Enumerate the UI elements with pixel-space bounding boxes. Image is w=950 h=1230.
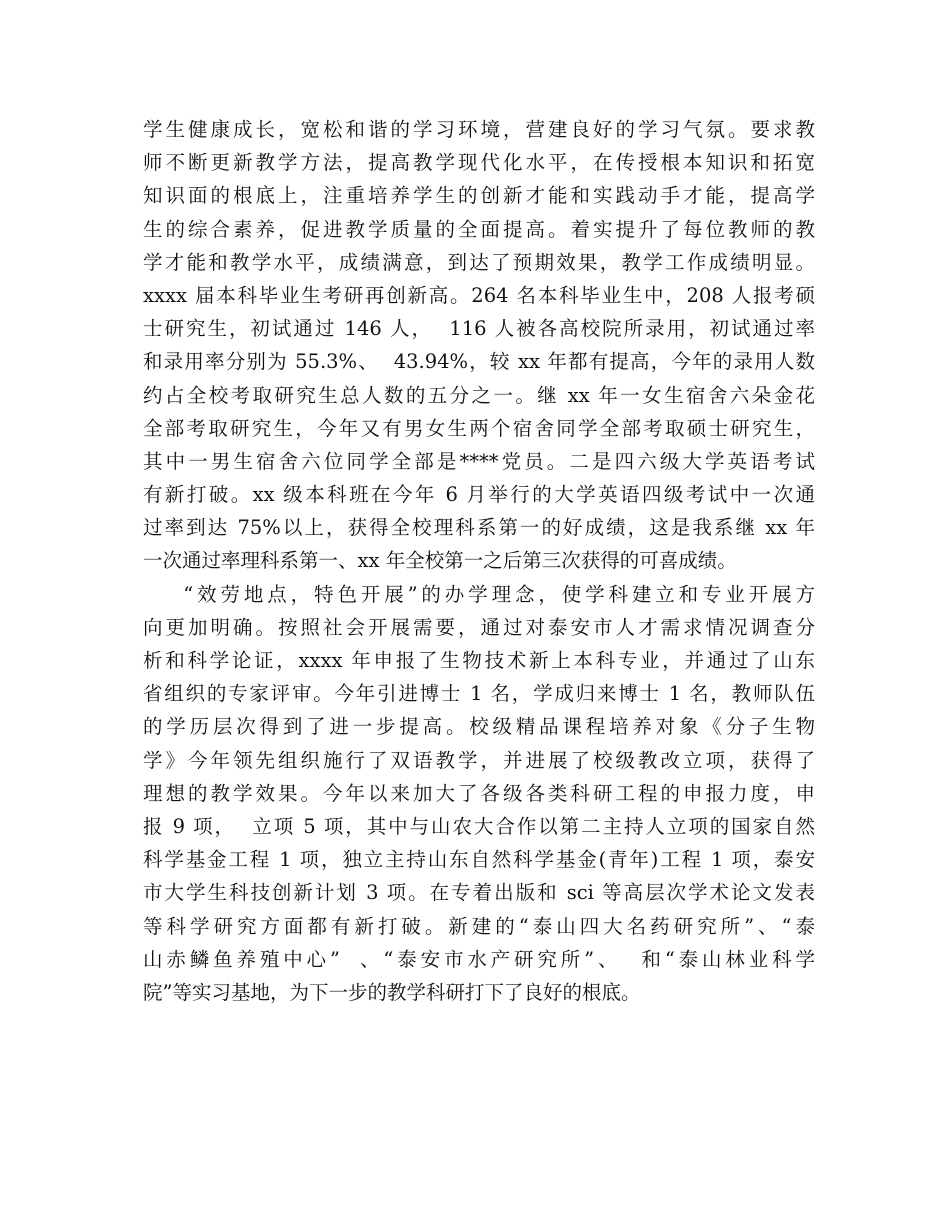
- text-line: 理想的教学效果。今年以来加大了各级各类科研工程的申报力度，申: [143, 781, 815, 805]
- text-line: 市大学生科技创新计划 3 项。在专着出版和 sci 等高层次学术论文发表: [143, 881, 815, 905]
- text-line: 学才能和教学水平，成绩满意，到达了预期效果，教学工作成绩明显。: [143, 250, 815, 274]
- text-line: 士研究生，初试通过 146 人， 116 人被各高校院所录用，初试通过率: [143, 317, 815, 341]
- text-line: 析和科学论证，xxxx 年申报了生物技术新上本科专业，并通过了山东: [143, 649, 815, 672]
- text-line: 生的综合素养，促进教学质量的全面提高。着实提升了每位教师的教: [143, 217, 815, 241]
- text-line: 其中一男生宿舍六位同学全部是****党员。二是四六级大学英语考试: [143, 449, 815, 473]
- text-line: 过率到达 75%以上，获得全校理科系第一的好成绩，这是我系继 xx 年: [143, 516, 815, 540]
- body-text: [143, 113, 815, 1009]
- text-line: 学生健康成长，宽松和谐的学习环境，营建良好的学习气氛。要求教: [143, 118, 815, 141]
- text-line: xxxx 届本科毕业生考研再创新高。264 名本科毕业生中，208 人报考硕: [143, 283, 815, 307]
- text-line: 师不断更新教学方法，提高教学现代化水平，在传授根本知识和拓宽: [143, 151, 815, 175]
- text-line: 约占全校考取研究生总人数的五分之一。继 xx 年一女生宿舍六朵金花: [143, 383, 815, 407]
- text-line: 等科学研究方面都有新打破。新建的“泰山四大名药研究所”、“泰: [143, 914, 815, 938]
- text-line: 省组织的专家评审。今年引进博士 1 名，学成归来博士 1 名，教师队伍: [143, 682, 815, 706]
- text-line: 学》今年领先组织施行了双语教学，并进展了校级教改立项，获得了: [143, 748, 815, 772]
- text-line: 向更加明确。按照社会开展需要，通过对泰安市人才需求情况调查分: [143, 615, 815, 639]
- text-line: 科学基金工程 1 项，独立主持山东自然科学基金(青年)工程 1 项，泰安: [143, 848, 815, 872]
- text-line: “效劳地点，特色开展”的办学理念，使学科建立和专业开展方: [143, 582, 815, 606]
- text-line: 院”等实习基地，为下一步的教学科研打下了良好的根底。: [143, 980, 641, 1004]
- text-line: 和录用率分别为 55.3%、 43.94%，较 xx 年都有提高，今年的录用人数: [143, 350, 815, 374]
- text-line: 有新打破。xx 级本科班在今年 6 月举行的大学英语四级考试中一次通: [143, 483, 815, 507]
- text-line: 山赤鳞鱼养殖中心” 、“泰安市水产研究所”、 和“泰山林业科学: [143, 947, 815, 971]
- text-line: 知识面的根底上，注重培养学生的创新才能和实践动手才能，提高学: [143, 184, 815, 208]
- text-line: 全部考取研究生，今年又有男女生两个宿舍同学全部考取硕士研究生，: [143, 416, 815, 440]
- text-line: 一次通过率理科系第一、xx 年全校第一之后第三次获得的可喜成绩。: [143, 549, 737, 573]
- text-line: 报 9 项， 立项 5 项，其中与山农大合作以第二主持人立项的国家自然: [143, 814, 815, 838]
- text-line: 的学历层次得到了进一步提高。校级精品课程培养对象《分子生物: [143, 715, 815, 739]
